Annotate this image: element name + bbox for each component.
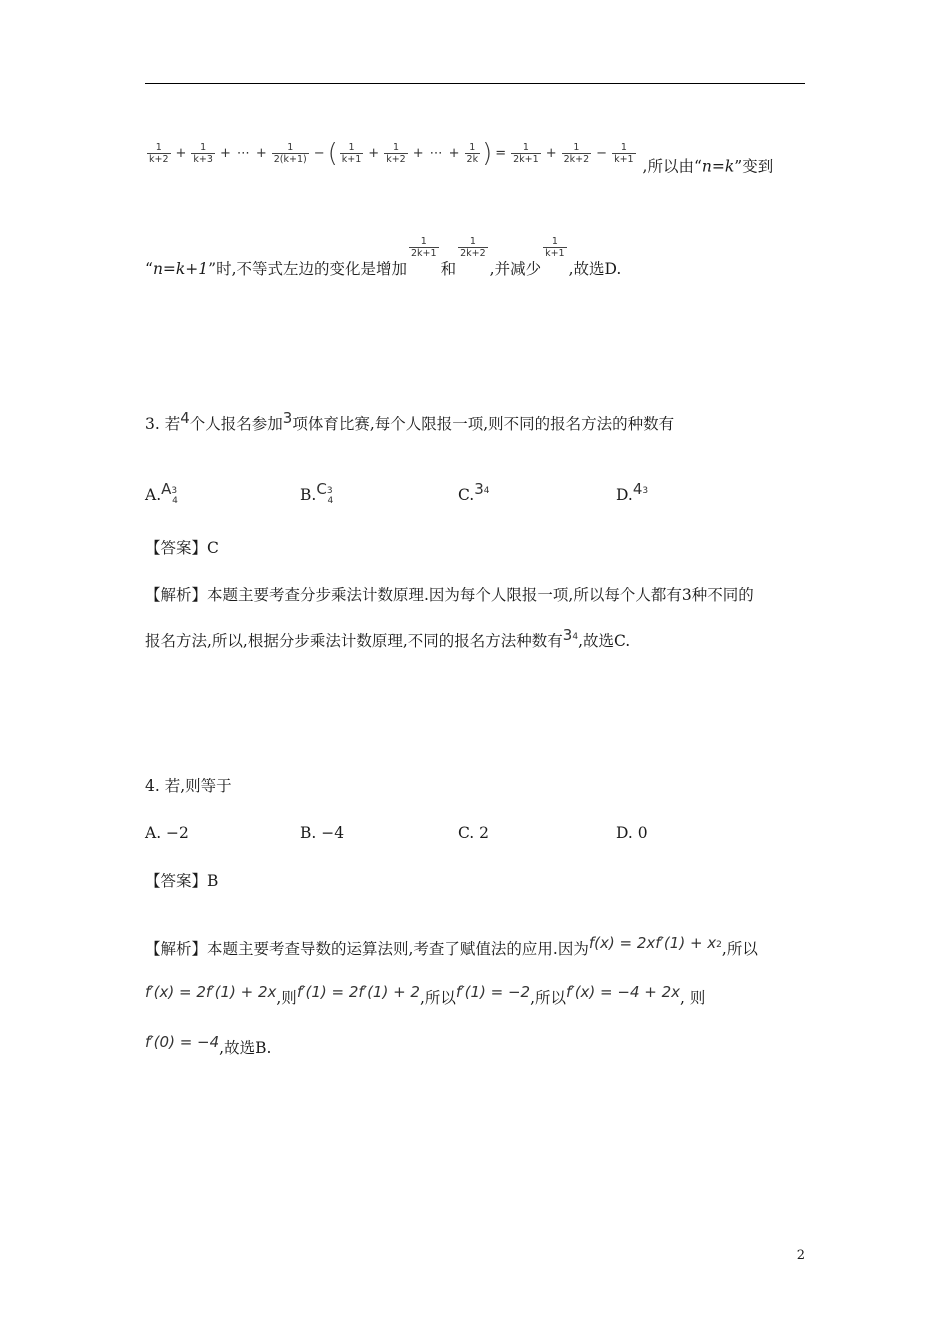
q3-analysis-line-2: 报名方法,所以,根据分步乘法计数原理,不同的报名方法种数有$3^4$,故选C. — [145, 626, 631, 650]
fraction: $\frac{1}{2k+1}$ — [411, 236, 437, 259]
fraction: $\frac{1}{k+2}$ — [149, 142, 169, 165]
q3-option-a: $A.A^3_4$ — [145, 480, 178, 506]
fraction: $\frac{1}{k+3}$ — [193, 142, 213, 165]
question-3: 3. 若4个人报名参加3项体育比赛,每个人限报一项,则不同的报名方法的种数有 — [145, 409, 675, 433]
fraction: $\frac{1}{2k}$ — [466, 142, 479, 165]
fraction: $\frac{1}{k+1}$ — [341, 142, 362, 165]
fraction: $\frac{1}{k+1}$ — [614, 142, 634, 165]
fraction: $\frac{1}{k+2}$ — [386, 142, 406, 165]
formula-row: $\frac{1}{k+2}$ + $\frac{1}{k+3}$ + ⋯ + $\frac{1}{2(k+1)}$ − ( $\frac{1}{k+1}$ + $\frac{1}{k+2}$ + ⋯ + $\frac{1}{2k}$ ) = $\frac{1}{2k+1}$ + $\frac{1}{2k+2}$ − $\frac{1}{k+1}$ ,所以由“n=k”变到 — [149, 138, 774, 176]
q3-option-d: $D.4^3$ — [616, 480, 649, 504]
question-4: 4. 若,则等于 — [145, 777, 232, 795]
fraction: $\frac{1}{2(k+1)}$ — [273, 142, 307, 165]
q4-analysis-line-1: 【解析】本题主要考查导数的运算法则,考查了赋值法的应用.因为$f(x) = 2xf'(1) + x^2$,所以 — [145, 934, 758, 958]
fraction: $\frac{1}{k+1}$ — [545, 236, 565, 259]
q3-option-b: $B.C^3_4$ — [300, 480, 334, 506]
header-rule — [145, 83, 805, 84]
q3-analysis-line-1: 【解析】本题主要考查分步乘法计数原理.因为每个人限报一项,所以每个人都有3种不同的 — [145, 586, 754, 604]
q4-option-a: A. −2 — [145, 824, 189, 842]
q4-analysis-line-3: f′(0) = −4,故选B. — [145, 1033, 272, 1057]
page-number: 2 — [796, 1248, 805, 1263]
q4-option-d: D. 0 — [616, 824, 648, 842]
fraction: $\frac{1}{2k+1}$ — [513, 142, 539, 165]
fraction: $\frac{1}{2k+2}$ — [563, 142, 590, 165]
q4-option-b: B. −4 — [300, 824, 345, 842]
q4-answer: 【答案】B — [145, 872, 219, 890]
fraction: $\frac{1}{2k+2}$ — [460, 236, 486, 259]
q3-answer: 【答案】C — [145, 539, 219, 557]
formula-explanation-line: “n=k+1”时,不等式左边的变化是增加 $\frac{1}{2k+1}$ 和 $\frac{1}{2k+2}$ ,并减少 $\frac{1}{k+1}$ ,故选D. — [145, 236, 622, 278]
q3-option-c: $C.3^4$ — [458, 480, 490, 504]
q4-option-c: C. 2 — [458, 824, 490, 842]
q4-analysis-line-2: f′(x) = 2f′(1) + 2x,则f′(1) = 2f′(1) + 2,所以f′(1) = −2,所以f′(x) = −4 + 2x, 则 — [145, 983, 706, 1007]
